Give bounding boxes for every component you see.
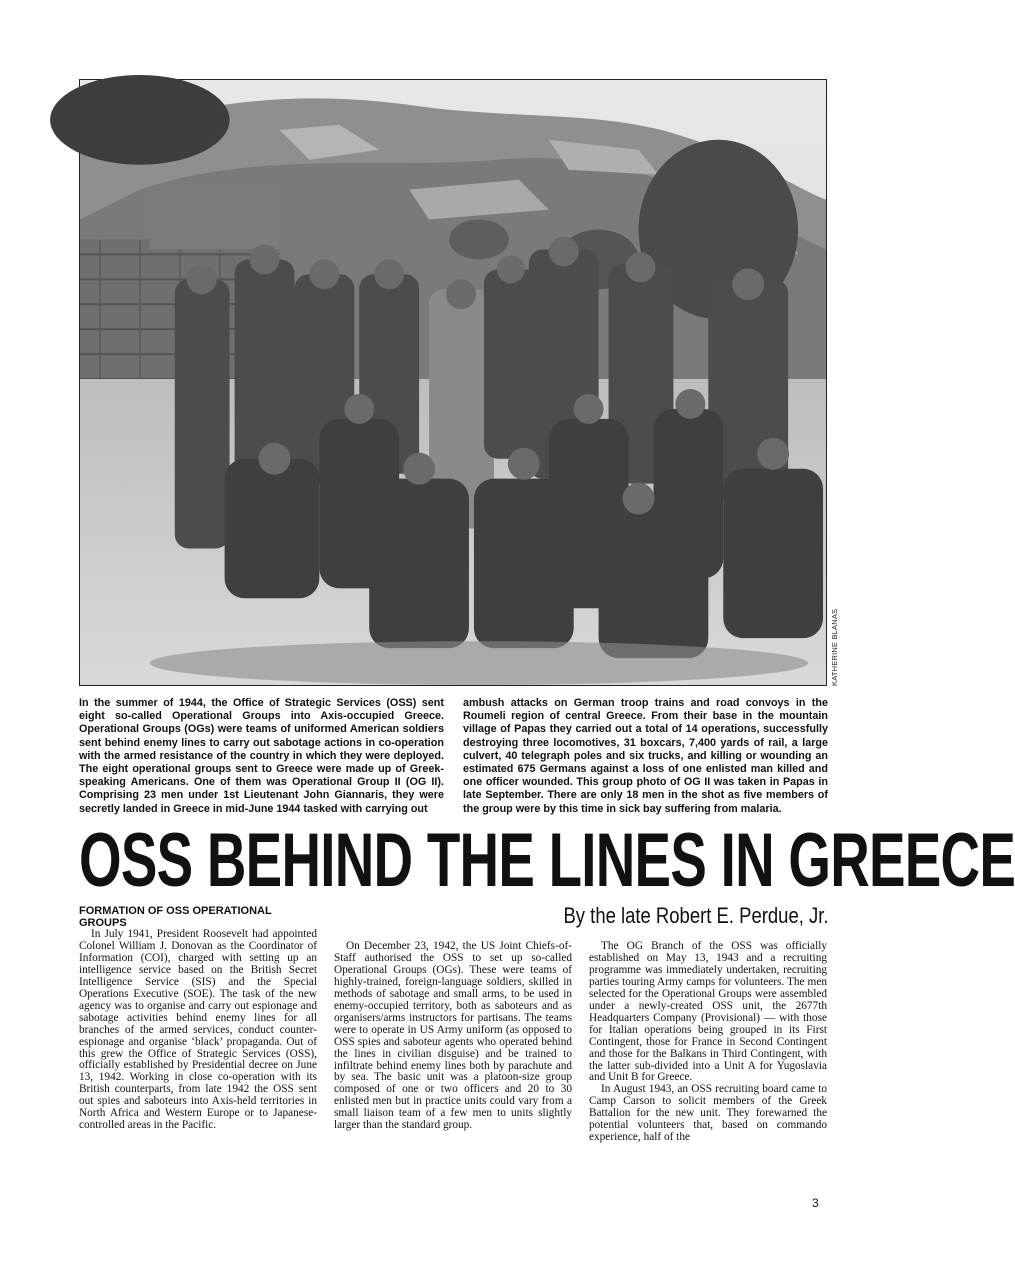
article-headline <box>79 818 1015 903</box>
headline-text: OSS BEHIND THE LINES IN GREECE <box>79 818 1015 903</box>
photo-caption-left: In the summer of 1944, the Office of Strategic Services (OSS) sent eight so-called Operational Groups into Axis-occupied Greece. Operational Groups (OGs) were teams of uniformed American soldiers sent behind enemy lines to carry out sabotage actions in co-operation with the armed resistance of the country in which they were deployed. The eight operational groups sent to Greece were made up of Greek-speaking Americans. One of them was Operational Group II (OG II). Comprising 23 men under 1st Lieutenant John Giannaris, they were secretly landed in Greece in mid-June 1944 tasked with carrying out <box>79 697 444 815</box>
photo-caption-right: ambush attacks on German troop trains and road convoys in the Roumeli region of central Greece. From their base in the mountain village of Papas they carried out a total of 14 operations, successfully destroying three locomotives, 31 boxcars, 7,400 yards of rail, a large culvert, 40 telegraph poles and six trucks, and killing or wounding an estimated 675 Germans against a loss of one enlisted man killed and one officer wounded. This group photo of OG II was taken in Papas in late September. There are only 18 men in the shot as five members of the group were by this time in sick bay suffering from malaria. <box>463 697 828 815</box>
article-column-3 <box>589 941 827 1144</box>
article-column-2 <box>334 941 572 1132</box>
group-photo <box>79 79 827 686</box>
paragraph: In July 1941, President Roosevelt had appointed Colonel William J. Donovan as the Coordinator of Information (COI), charged with setting up an intelligence service based on the British Secret Intelligence Service (SIS) and the Special Operations Executive (SOE). The task of the new agency was to organise and carry out espionage and sabotage activities behind enemy lines for all branches of the armed services, conduct counter-espionage and organise ‘black’ propaganda. Out of this grew the Office of Strategic Services (OSS), officially established by Presidential decree on June 13, 1942. Working in close co-operation with its British counterparts, from late 1942 the OSS sent out spies and saboteurs into Axis-held territories in North Africa and Western Europe or to Japanese-controlled areas in the Pacific. <box>79 928 317 1132</box>
section-heading: FORMATION OF OSS OPERATIONAL GROUPS <box>79 905 272 929</box>
paragraph: On December 23, 1942, the US Joint Chiefs-of-Staff authorised the OSS to set up so-called Operational Groups (OGs). These were teams of highly-trained, foreign-language soldiers, skilled in methods of sabotage and small arms, to be used in enemy-occupied territory, both as saboteurs and as organisers/arms instructors for partisans. The teams were to operate in US Army uniform (as opposed to OSS spies and saboteur agents who operated behind the lines in civilian disguise) and be trained to infiltrate behind enemy lines both by parachute and by sea. The basic unit was a platoon-size group composed of one or two officers and 20 to 30 enlisted men but in practice units could vary from a small liaison team of a few men to units slightly larger than the standard group. <box>334 940 572 1132</box>
article-column-1 <box>79 929 317 1132</box>
photo-illustration <box>80 80 826 685</box>
photo-credit-text: KATHERINE BLANAS <box>830 608 839 686</box>
paragraph: In August 1943, an OSS recruiting board came to Camp Carson to solicit members of the Greek Battalion for the new unit. They forewarned the potential volunteers that, based on commando experience, half of the <box>589 1083 827 1144</box>
page-number: 3 <box>812 1196 819 1210</box>
byline <box>470 903 828 929</box>
byline-text: By the late Robert E. Perdue, Jr. <box>562 903 828 928</box>
paragraph: The OG Branch of the OSS was officially established on May 13, 1943 and a recruiting programme was immediately undertaken, recruiting parties touring Army camps for volunteers. The men selected for the Operational Groups were assembled under a newly-created OSS unit, the 2677th Headquarters Company (Provisional) — with those for Italian operations being grouped in its First Contingent, those for France in Second Contingent and those for the Balkans in Third Contingent, with the latter sub-divided into a Unit A for Yugoslavia and Unit B for Greece. <box>589 940 827 1084</box>
